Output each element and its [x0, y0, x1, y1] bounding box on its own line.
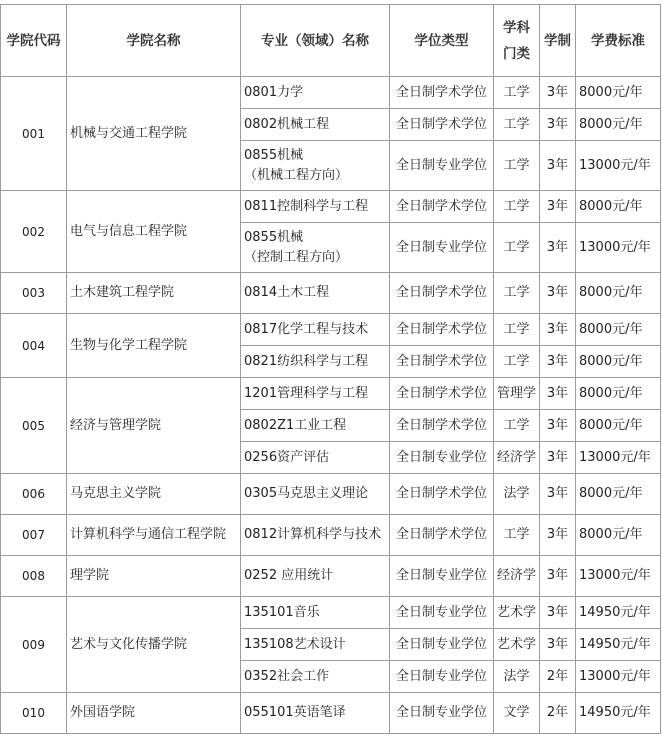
discipline-category: 工学	[494, 191, 540, 223]
discipline-category: 工学	[494, 223, 540, 273]
study-duration: 3年	[540, 109, 576, 141]
discipline-category: 艺术学	[494, 629, 540, 661]
degree-type: 全日制学术学位	[390, 273, 494, 314]
degree-type: 全日制学术学位	[390, 378, 494, 410]
college-code: 001	[1, 77, 67, 191]
degree-type: 全日制专业学位	[390, 442, 494, 474]
college-name: 生物与化学工程学院	[67, 314, 241, 378]
major-name: 0802Z1工业工程	[241, 410, 390, 442]
discipline-category: 法学	[494, 474, 540, 515]
degree-type: 全日制专业学位	[390, 661, 494, 693]
table-row	[1, 378, 661, 410]
major-name-main: 0855机械	[244, 229, 304, 245]
tuition-fee: 8000元/年	[576, 474, 661, 515]
major-name: 135108艺术设计	[241, 629, 390, 661]
degree-type: 全日制学术学位	[390, 346, 494, 378]
tuition-fee: 8000元/年	[576, 515, 661, 556]
discipline-category: 工学	[494, 346, 540, 378]
degree-type: 全日制专业学位	[390, 223, 494, 273]
header-code: 学院代码	[1, 5, 67, 77]
study-duration: 3年	[540, 77, 576, 109]
major-name: 135101音乐	[241, 597, 390, 629]
header-category	[494, 5, 540, 77]
study-duration: 3年	[540, 346, 576, 378]
table-row	[1, 474, 661, 515]
major-name	[241, 141, 390, 191]
degree-type: 全日制学术学位	[390, 109, 494, 141]
discipline-category: 工学	[494, 314, 540, 346]
college-code: 006	[1, 474, 67, 515]
tuition-fee: 8000元/年	[576, 77, 661, 109]
major-name: 0802机械工程	[241, 109, 390, 141]
study-duration: 3年	[540, 515, 576, 556]
major-name: 0821纺织科学与工程	[241, 346, 390, 378]
discipline-category: 工学	[494, 410, 540, 442]
tuition-fee: 8000元/年	[576, 191, 661, 223]
degree-type: 全日制专业学位	[390, 693, 494, 734]
header-category-line2: 门类	[503, 45, 530, 62]
tuition-table	[0, 4, 661, 734]
study-duration: 3年	[540, 410, 576, 442]
college-code: 005	[1, 378, 67, 474]
header-category-line1: 学科	[503, 19, 530, 36]
tuition-fee: 8000元/年	[576, 410, 661, 442]
table-row	[1, 597, 661, 629]
college-name: 经济与管理学院	[67, 378, 241, 474]
study-duration: 3年	[540, 556, 576, 597]
study-duration: 3年	[540, 191, 576, 223]
discipline-category: 工学	[494, 273, 540, 314]
study-duration: 3年	[540, 141, 576, 191]
degree-type: 全日制学术学位	[390, 410, 494, 442]
major-name: 0801力学	[241, 77, 390, 109]
major-name: 0811控制科学与工程	[241, 191, 390, 223]
header-degree-type: 学位类型	[390, 5, 494, 77]
study-duration: 3年	[540, 314, 576, 346]
tuition-fee: 14950元/年	[576, 693, 661, 734]
college-name: 机械与交通工程学院	[67, 77, 241, 191]
table-row	[1, 515, 661, 556]
degree-type: 全日制学术学位	[390, 191, 494, 223]
discipline-category: 经济学	[494, 556, 540, 597]
discipline-category: 管理学	[494, 378, 540, 410]
major-name: 0252 应用统计	[241, 556, 390, 597]
tuition-fee: 8000元/年	[576, 346, 661, 378]
major-name-direction: （机械工程方向）	[244, 167, 349, 183]
major-name-direction: （控制工程方向）	[244, 249, 349, 265]
degree-type: 全日制专业学位	[390, 597, 494, 629]
study-duration: 2年	[540, 661, 576, 693]
college-name: 艺术与文化传播学院	[67, 597, 241, 693]
major-name	[241, 223, 390, 273]
degree-type: 全日制专业学位	[390, 629, 494, 661]
college-name: 土木建筑工程学院	[67, 273, 241, 314]
table-row	[1, 273, 661, 314]
discipline-category: 经济学	[494, 442, 540, 474]
tuition-fee: 13000元/年	[576, 661, 661, 693]
tuition-fee: 8000元/年	[576, 273, 661, 314]
major-name: 0812计算机科学与技术	[241, 515, 390, 556]
tuition-fee: 14950元/年	[576, 597, 661, 629]
table-row	[1, 693, 661, 734]
major-name: 055101英语笔译	[241, 693, 390, 734]
study-duration: 3年	[540, 223, 576, 273]
major-name: 0817化学工程与技术	[241, 314, 390, 346]
college-code: 002	[1, 191, 67, 273]
degree-type: 全日制学术学位	[390, 474, 494, 515]
college-code: 004	[1, 314, 67, 378]
header-college: 学院名称	[67, 5, 241, 77]
study-duration: 3年	[540, 273, 576, 314]
discipline-category: 工学	[494, 141, 540, 191]
college-name: 计算机科学与通信工程学院	[67, 515, 241, 556]
college-code: 009	[1, 597, 67, 693]
discipline-category: 工学	[494, 109, 540, 141]
college-code: 007	[1, 515, 67, 556]
tuition-fee: 13000元/年	[576, 141, 661, 191]
study-duration: 3年	[540, 629, 576, 661]
degree-type: 全日制专业学位	[390, 556, 494, 597]
college-name: 马克思主义学院	[67, 474, 241, 515]
table-row	[1, 77, 661, 109]
major-name: 0305马克思主义理论	[241, 474, 390, 515]
discipline-category: 工学	[494, 515, 540, 556]
degree-type: 全日制学术学位	[390, 515, 494, 556]
discipline-category: 工学	[494, 77, 540, 109]
study-duration: 3年	[540, 597, 576, 629]
major-name: 1201管理科学与工程	[241, 378, 390, 410]
header-major: 专业（领域）名称	[241, 5, 390, 77]
study-duration: 2年	[540, 693, 576, 734]
degree-type: 全日制学术学位	[390, 314, 494, 346]
header-row	[1, 5, 661, 77]
table-row	[1, 191, 661, 223]
discipline-category: 艺术学	[494, 597, 540, 629]
tuition-fee: 8000元/年	[576, 109, 661, 141]
major-name: 0352社会工作	[241, 661, 390, 693]
study-duration: 3年	[540, 378, 576, 410]
major-name: 0814土木工程	[241, 273, 390, 314]
study-duration: 3年	[540, 474, 576, 515]
degree-type: 全日制学术学位	[390, 77, 494, 109]
college-name: 电气与信息工程学院	[67, 191, 241, 273]
college-name: 外国语学院	[67, 693, 241, 734]
major-name: 0256资产评估	[241, 442, 390, 474]
table-body	[1, 77, 661, 734]
table-row	[1, 556, 661, 597]
college-code: 003	[1, 273, 67, 314]
tuition-fee: 13000元/年	[576, 223, 661, 273]
table-row	[1, 314, 661, 346]
college-name: 理学院	[67, 556, 241, 597]
college-code: 008	[1, 556, 67, 597]
study-duration: 3年	[540, 442, 576, 474]
major-name-main: 0855机械	[244, 147, 304, 163]
header-duration: 学制	[540, 5, 576, 77]
tuition-fee: 8000元/年	[576, 378, 661, 410]
discipline-category: 文学	[494, 693, 540, 734]
tuition-fee: 8000元/年	[576, 314, 661, 346]
degree-type: 全日制专业学位	[390, 141, 494, 191]
header-fee: 学费标准	[576, 5, 661, 77]
college-code: 010	[1, 693, 67, 734]
discipline-category: 法学	[494, 661, 540, 693]
tuition-fee: 13000元/年	[576, 556, 661, 597]
tuition-fee: 13000元/年	[576, 442, 661, 474]
tuition-fee: 14950元/年	[576, 629, 661, 661]
